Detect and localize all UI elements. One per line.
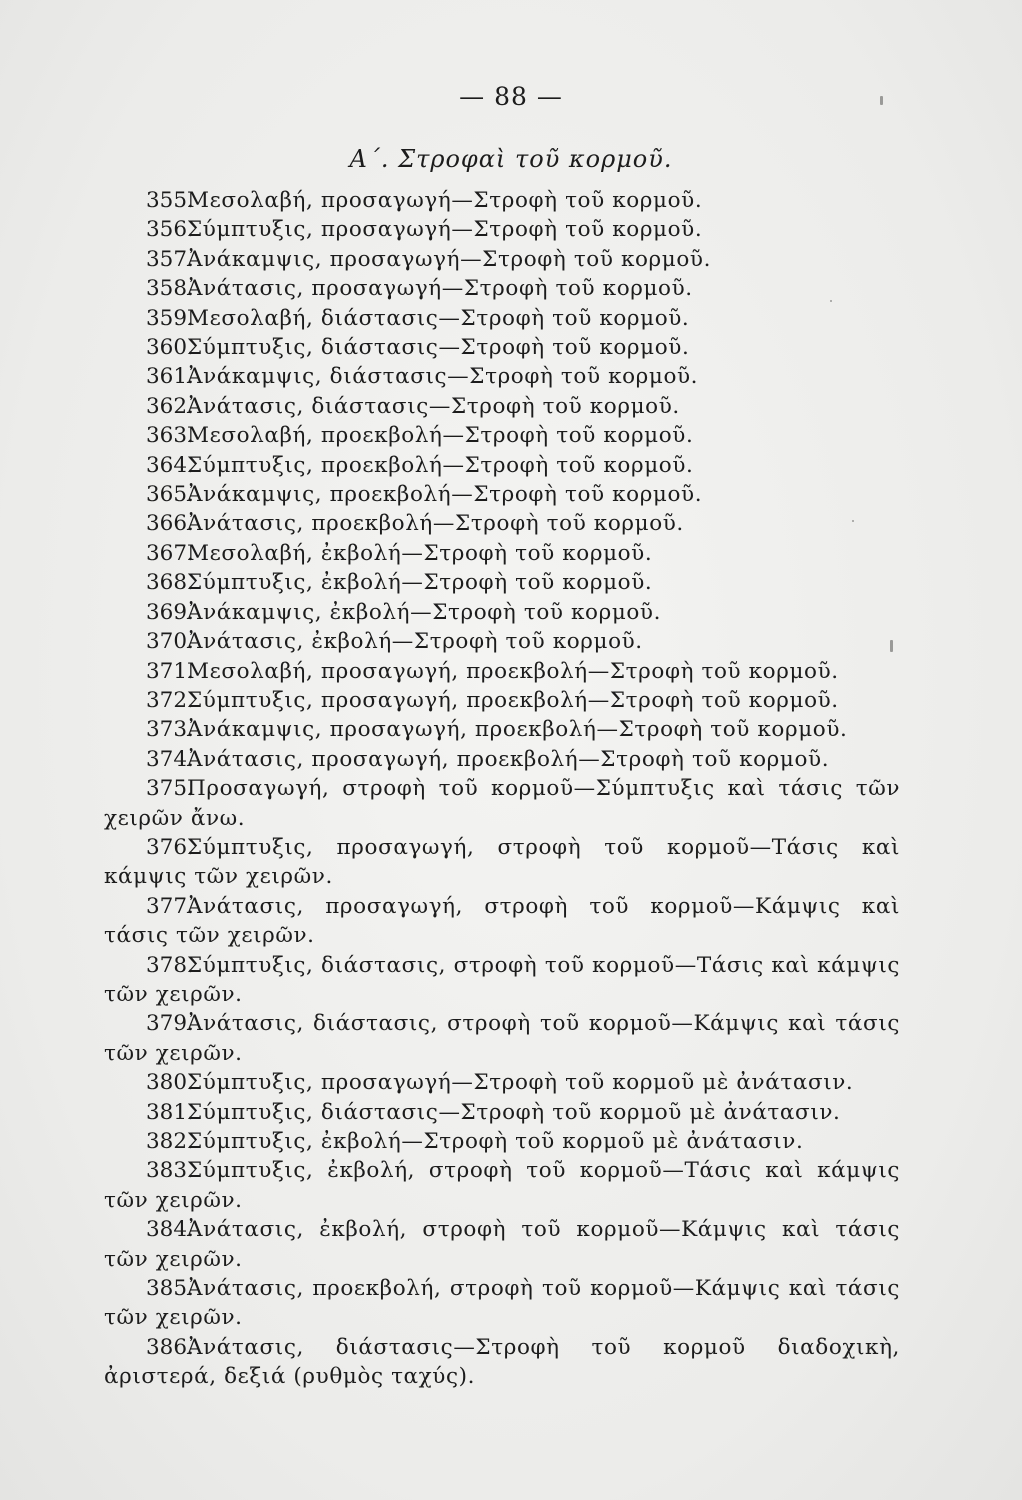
exercise-text: Μεσολαβή, διάστασις—Στροφὴ τοῦ κορμοῦ. [187,305,690,331]
exercise-number: 370. [146,629,194,655]
exercise-entry [104,715,900,744]
exercise-number: 374. [146,746,194,772]
exercise-number: 378. [146,952,194,978]
exercise-entry [104,1068,900,1097]
exercise-number: 358. [146,276,194,302]
exercise-entry [104,1274,900,1333]
exercise-text: Σύμπτυξις, προσαγωγή—Στροφὴ τοῦ κορμοῦ μὲ ἀνάτασιν. [187,1070,854,1096]
exercise-number: 373. [146,717,194,743]
exercise-number: 375. [146,776,194,802]
exercise-number: 361. [146,364,194,390]
exercise-number: 377. [146,893,194,919]
exercise-number: 366. [146,511,194,537]
exercise-entry [104,1009,900,1068]
exercise-text: Ἀνάτασις, ἐκβολή—Στροφὴ τοῦ κορμοῦ. [187,629,643,655]
exercise-list [104,186,900,1392]
exercise-text: Ἀνάτασις, διάστασις—Στροφὴ τοῦ κορμοῦ διαδοχικὴ, ἀριστερά, δεξιά (ρυθμὸς ταχύς). [104,1334,900,1390]
exercise-number: 367. [146,540,194,566]
exercise-number: 369. [146,599,194,625]
exercise-entry [104,1098,900,1127]
exercise-text: Ἀνάκαμψις, προσαγωγή, προεκβολή—Στροφὴ τοῦ κορμοῦ. [187,717,848,743]
exercise-text: Ἀνάκαμψις, προσαγωγή—Στροφὴ τοῦ κορμοῦ. [187,246,711,272]
exercise-text: Σύμπτυξις, διάστασις—Στροφὴ τοῦ κορμοῦ μὲ ἀνάτασιν. [187,1099,841,1125]
exercise-number: 386. [146,1334,194,1360]
exercise-number: 381. [146,1099,194,1125]
exercise-text: Μεσολαβή, προεκβολή—Στροφὴ τοῦ κορμοῦ. [187,423,694,449]
section-title: Α΄. Στροφαὶ τοῦ κορμοῦ. [349,145,673,173]
exercise-text: Ἀνάτασις, διάστασις—Στροφὴ τοῦ κορμοῦ. [187,393,680,419]
exercise-number: 372. [146,687,194,713]
exercise-entry [104,951,900,1010]
exercise-text: Σύμπτυξις, προσαγωγή—Στροφὴ τοῦ κορμοῦ. [187,217,703,243]
exercise-number: 368. [146,570,194,596]
exercise-entry [104,186,900,215]
exercise-number: 355. [146,188,194,213]
exercise-entry [104,1156,900,1215]
exercise-entry [104,686,900,715]
exercise-text: Ἀνάκαμψις, ἐκβολή—Στροφὴ τοῦ κορμοῦ. [187,599,662,625]
exercise-entry [104,480,900,509]
exercise-text: Σύμπτυξις, ἐκβολή—Στροφὴ τοῦ κορμοῦ. [187,570,653,596]
exercise-text: Ἀνάτασις, προσαγωγή—Στροφὴ τοῦ κορμοῦ. [187,276,693,302]
scan-speck [852,520,854,522]
exercise-entry [104,392,900,421]
exercise-entry [104,833,900,892]
exercise-number: 376. [146,834,194,860]
exercise-entry [104,539,900,568]
exercise-entry [104,598,900,627]
exercise-entry [104,333,900,362]
exercise-text: Σύμπτυξις, ἐκβολή—Στροφὴ τοῦ κορμοῦ μὲ ἀνάτασιν. [187,1129,804,1154]
exercise-number: 365. [146,482,194,508]
exercise-entry [104,745,900,774]
exercise-entry [104,304,900,333]
page-number: — 88 — [459,82,563,111]
exercise-entry [104,774,900,833]
exercise-text: Προσαγωγή, στροφὴ τοῦ κορμοῦ—Σύμπτυξις καὶ τάσις τῶν χειρῶν ἄνω. [104,776,900,831]
exercise-number: 364. [146,452,194,478]
scan-speck [890,640,893,652]
exercise-number: 363. [146,423,194,449]
exercise-text: Ἀνάκαμψις, προεκβολή—Στροφὴ τοῦ κορμοῦ. [187,482,703,508]
exercise-entry [104,451,900,480]
exercise-text: Ἀνάτασις, προσαγωγή, στροφὴ τοῦ κορμοῦ—Κάμψις καὶ τάσις τῶν χειρῶν. [104,893,900,949]
exercise-number: 382. [146,1129,194,1154]
exercise-number: 359. [146,305,194,331]
exercise-number: 385. [146,1276,194,1302]
exercise-text: Σύμπτυξις, προσαγωγή, στροφὴ τοῦ κορμοῦ—Τάσις καὶ κάμψις τῶν χειρῶν. [104,834,900,890]
exercise-number: 380. [146,1070,194,1096]
exercise-number: 360. [146,335,194,361]
exercise-number: 357. [146,246,194,272]
exercise-text: Σύμπτυξις, διάστασις, στροφὴ τοῦ κορμοῦ—Τάσις καὶ κάμψις τῶν χειρῶν. [104,952,900,1007]
exercise-text: Ἀνάτασις, προσαγωγή, προεκβολή—Στροφὴ τοῦ κορμοῦ. [187,746,830,772]
exercise-entry [104,1333,900,1392]
exercise-text: Μεσολαβή, ἐκβολή—Στροφὴ τοῦ κορμοῦ. [187,540,653,566]
exercise-text: Ἀνάτασις, προεκβολή, στροφὴ τοῦ κορμοῦ—Κάμψις καὶ τάσις τῶν χειρῶν. [104,1276,900,1331]
exercise-text: Σύμπτυξις, διάστασις—Στροφὴ τοῦ κορμοῦ. [187,335,690,361]
exercise-entry [104,245,900,274]
exercise-number: 356. [146,217,194,243]
scan-speck [880,96,883,105]
exercise-entry [104,421,900,450]
exercise-number: 384. [146,1217,194,1243]
exercise-text: Ἀνάκαμψις, διάστασις—Στροφὴ τοῦ κορμοῦ. [187,364,699,390]
exercise-text: Ἀνάτασις, ἐκβολή, στροφὴ τοῦ κορμοῦ—Κάμψις καὶ τάσις τῶν χειρῶν. [104,1217,900,1272]
exercise-text: Ἀνάτασις, διάστασις, στροφὴ τοῦ κορμοῦ—Κάμψις καὶ τάσις τῶν χειρῶν. [104,1011,900,1066]
exercise-entry [104,362,900,391]
exercise-entry [104,1215,900,1274]
exercise-text: Μεσολαβή, προσαγωγή—Στροφὴ τοῦ κορμοῦ. [187,188,703,213]
exercise-text: Σύμπτυξις, προσαγωγή, προεκβολή—Στροφὴ τοῦ κορμοῦ. [187,687,839,713]
exercise-number: 379. [146,1011,194,1037]
scan-speck [830,300,832,302]
exercise-entry [104,1127,900,1156]
exercise-entry [104,568,900,597]
exercise-entry [104,215,900,244]
exercise-number: 383. [146,1158,194,1184]
exercise-number: 362. [146,393,194,419]
exercise-entry [104,657,900,686]
exercise-entry [104,274,900,303]
exercise-text: Ἀνάτασις, προεκβολή—Στροφὴ τοῦ κορμοῦ. [187,511,684,537]
exercise-number: 371. [146,658,194,684]
exercise-text: Σύμπτυξις, προεκβολή—Στροφὴ τοῦ κορμοῦ. [187,452,694,478]
exercise-entry [104,627,900,656]
exercise-text: Μεσολαβή, προσαγωγή, προεκβολή—Στροφὴ τοῦ κορμοῦ. [187,658,839,684]
exercise-entry [104,509,900,538]
exercise-entry [104,892,900,951]
exercise-text: Σύμπτυξις, ἐκβολή, στροφὴ τοῦ κορμοῦ—Τάσις καὶ κάμψις τῶν χειρῶν. [104,1158,900,1213]
